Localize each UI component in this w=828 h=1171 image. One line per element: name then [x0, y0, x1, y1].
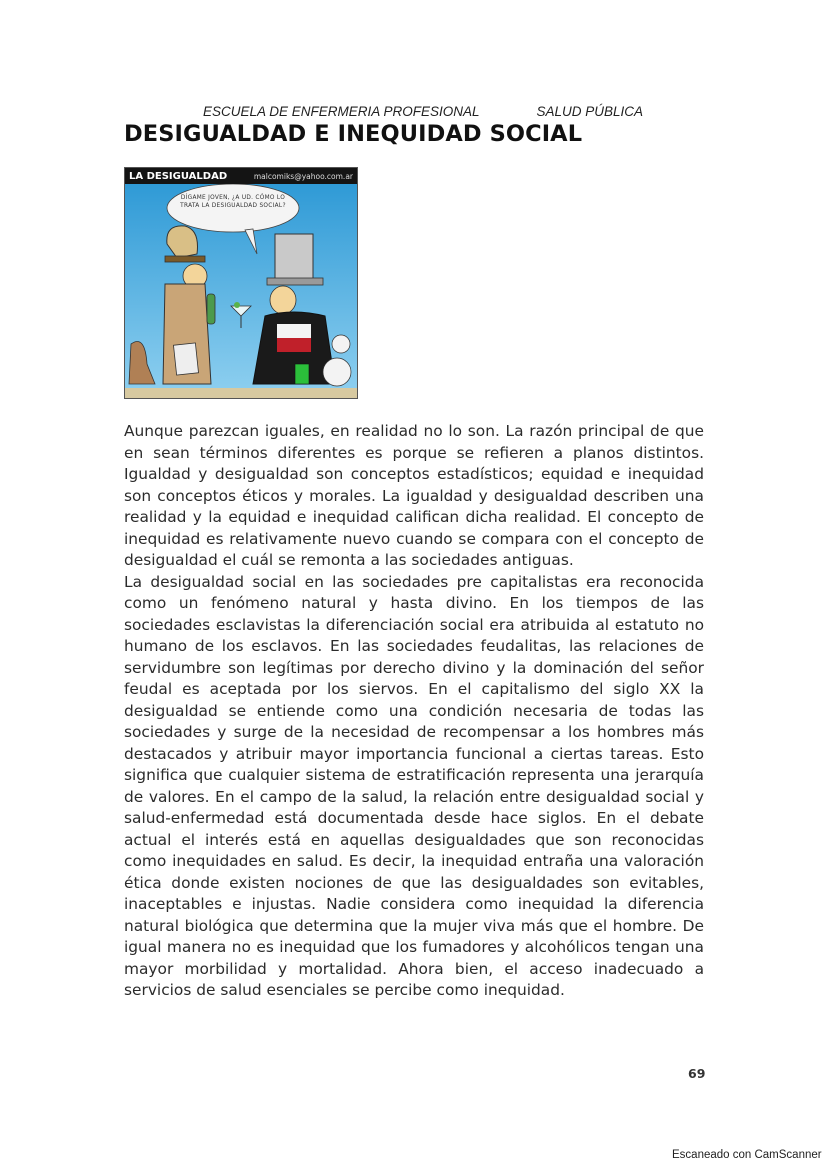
comic-drawing	[125, 184, 357, 398]
page-header	[203, 104, 643, 119]
comic-title-bar	[125, 168, 357, 184]
comic-credit: malcomiks@yahoo.com.ar	[253, 171, 353, 181]
comic-title: LA DESIGUALDAD	[129, 170, 228, 182]
paragraph-1: Aunque parezcan iguales, en realidad no lo son. La razón principal de que en sean términos diferentes es porque se refieren a planos distintos. Igualdad y desigualdad son conceptos estadísticos; equidad e inequidad son conceptos éticos y morales. La igualdad y desigualdad describen una realidad y la equidad e inequidad califican dicha realidad. El concepto de inequidad es relativamente nuevo cuando se compara con el concepto de desigualdad el cuál se remonta a las sociedades antiguas.	[124, 422, 704, 569]
school-name: ESCUELA DE ENFERMERIA PROFESIONAL	[203, 104, 480, 119]
page-number: 69	[688, 1066, 706, 1081]
scanner-watermark: Escaneado con CamScanner	[672, 1149, 822, 1161]
comic-illustration	[124, 167, 358, 399]
paragraph-2: La desigualdad social en las sociedades pre capitalistas era reconocida como un fenómeno natural y hasta divino. En los tiempos de las sociedades esclavistas la diferenciación social era atribuida al estatuto no humano de los esclavos. En las sociedades feudalitas, las relaciones de servidumbre son legítimas por derecho divino y la dominación del señor feudal es aceptada por los siervos. En el capitalismo del siglo XX la desigualdad se entiende como una condición necesaria de todas las sociedades y surge de la necesidad de recompensar a los hombres más destacados y atribuir mayor importancia funcional a ciertas tareas. Esto significa que cualquier sistema de estratificación representa una jerarquía de valores. En el campo de la salud, la relación entre desigualdad social y salud-enfermedad está documentada desde hace siglos. En el debate actual el interés está en aquellas desigualdades que son reconocidas como inequidades en salud. Es decir, la inequidad entraña una valoración ética donde existen nociones de que las desigualdades son evitables, inaceptables e injustas. Nadie considera como inequidad la diferencia natural biológica que determina que la mujer viva más que el hombre. De igual manera no es inequidad que los fumadores y alcohólicos tengan una mayor morbilidad y mortalidad. Ahora bien, el acceso inadecuado a servicios de salud esenciales se percibe como inequidad.	[124, 572, 704, 999]
page-title: DESIGUALDAD E INEQUIDAD SOCIAL	[124, 121, 583, 147]
subject-name: SALUD PÚBLICA	[536, 104, 643, 119]
body-text	[124, 421, 704, 1002]
comic-speech-bubble: DÍGAME JOVEN, ¿A UD. CÓMO LO TRATA LA DESIGUALDAD SOCIAL?	[180, 195, 286, 209]
